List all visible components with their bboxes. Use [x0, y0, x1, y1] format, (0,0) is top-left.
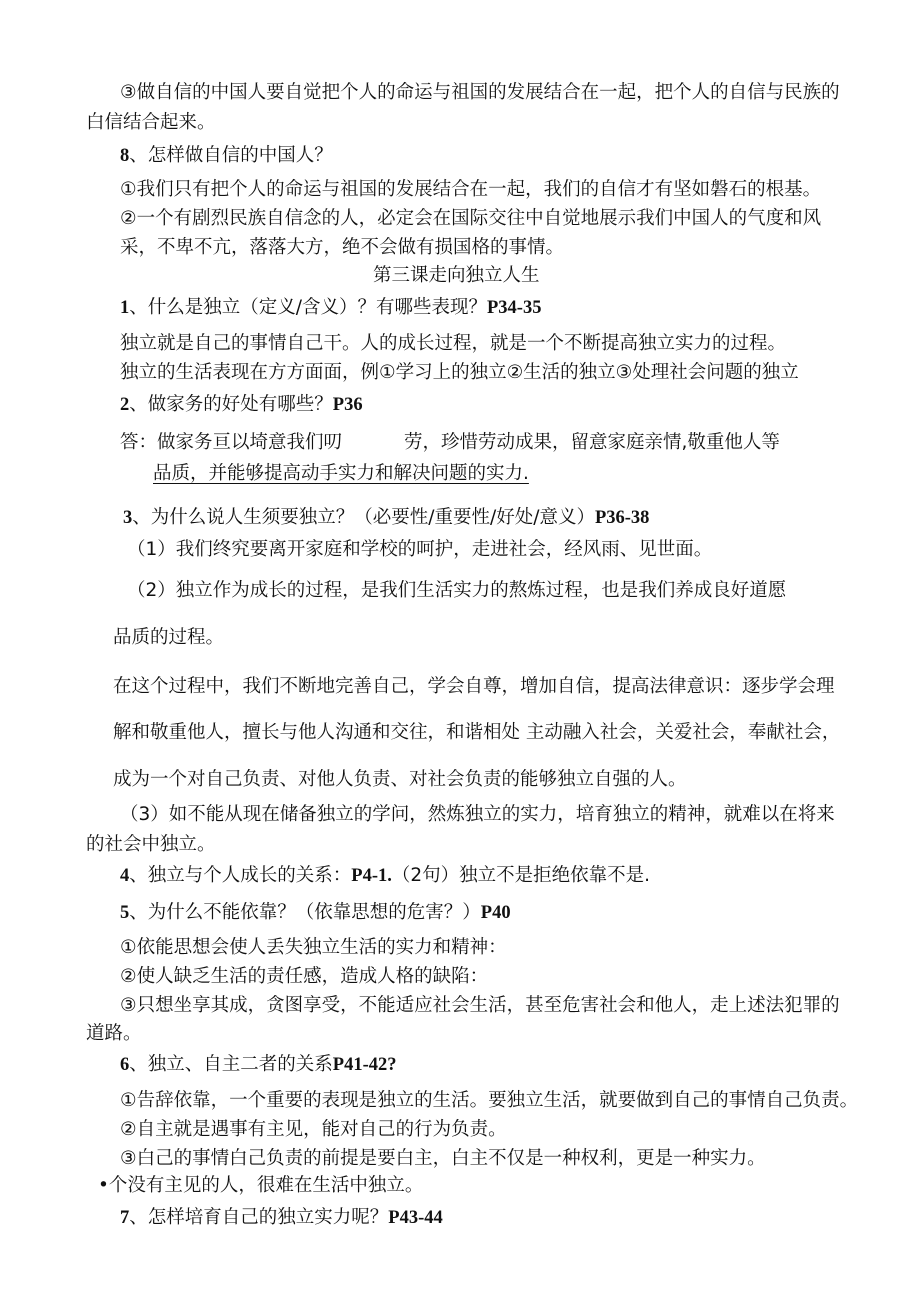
- paragraph-line: 独立的生活表现在方方面面，例①学习上的独立②生活的独立③处理社会问题的独立: [120, 362, 799, 383]
- paragraph-line: 成为一个对自己负责、对他人负责、对社会负责的能够独立自强的人。: [113, 769, 687, 790]
- paragraph-line: 独立就是自己的事情自己干。人的成长过程，就是一个不断提高独立实力的过程。: [120, 333, 787, 354]
- paragraph-line: 品质的过程。: [113, 627, 225, 648]
- question-heading: 8、怎样做自信的中国人？: [120, 145, 333, 166]
- paragraph-line: （1）我们终究要离开家庭和学校的呵护，走进社会，经风雨、见世面。: [127, 539, 713, 560]
- question-heading: 3、为什么说人生须要独立？（必要性/重要性/好处/意义）P36-38: [123, 507, 650, 528]
- question-heading: 1、什么是独立（定义/含义）？有哪些表现？P34-35: [120, 297, 542, 318]
- paragraph-line: ①告辞依靠，一个重要的表现是独立的生活。要独立生活，就要做到自己的事情自己负责。: [120, 1090, 859, 1111]
- question-heading: 2、做家务的好处有哪些？P36: [120, 394, 363, 415]
- paragraph-line: ③只想坐享其成，贪图享受，不能适应社会生活，甚至危害社会和他人，走上述法犯罪的: [120, 995, 840, 1016]
- paragraph-line: 解和敬重他人，擅长与他人沟通和交往，和谐相处 主动融入社会，关爱社会，奉献社会，: [113, 722, 841, 743]
- paragraph-line: ②使人缺乏生活的责任感，造成人格的缺陷：: [120, 966, 489, 987]
- answer-line-underlined: 品质，并能够提高动手实力和解决问题的实力.: [153, 463, 529, 484]
- paragraph-line: ③白己的事情白己负责的前提是要白主，白主不仅是一种权利，更是一种实力。: [120, 1148, 766, 1169]
- paragraph-line: 的社会中独立。: [86, 834, 216, 855]
- question-heading: 7、怎样培育自己的独立实力呢？P43-44: [120, 1207, 443, 1228]
- paragraph-line: •个没有主见的人，很难在生活中独立。: [98, 1175, 424, 1196]
- paragraph-line: 采，不卑不亢，落落大方，绝不会做有损国格的事情。: [120, 237, 565, 258]
- section-title: 第三课走向独立人生: [373, 265, 540, 286]
- paragraph-line: （2）独立作为成长的过程，是我们生活实力的熬炼过程，也是我们养成良好道愿: [127, 580, 787, 601]
- question-heading: 4、独立与个人成长的关系：P4-1.（2句）独立不是拒绝依靠不是.: [120, 865, 651, 886]
- paragraph-line: 在这个过程中，我们不断地完善自己，学会自尊，增加自信，提高法律意识：逐步学会理: [113, 676, 835, 697]
- paragraph-line: ②自主就是遇事有主见，能对自己的行为负责。: [120, 1119, 507, 1140]
- answer-line: 答：做家务亘以埼意我们叨 劳，珍惜劳动成果，留意家庭亲情,敬重他人等: [120, 432, 780, 453]
- paragraph-line: ②一个有剧烈民族自信念的人，必定会在国际交往中自觉地展示我们中国人的气度和风: [120, 208, 822, 229]
- paragraph-line: ①依能思想会使人丢失独立生活的实力和精神：: [120, 937, 507, 958]
- paragraph-line: 道路。: [86, 1023, 142, 1044]
- question-heading: 6、独立、自主二者的关系P41-42?: [120, 1054, 397, 1075]
- paragraph-line: ③做自信的中国人要自觉把个人的命运与祖国的发展结合在一起，把个人的自信与民族的: [120, 82, 840, 103]
- paragraph-line: 白信结合起来。: [86, 112, 216, 133]
- question-heading: 5、为什么不能依靠？（依靠思想的危害？）P40: [120, 902, 511, 923]
- paragraph-line: （3）如不能从现在储备独立的学问，然炼独立的实力，培育独立的精神，就难以在将来: [120, 804, 835, 825]
- paragraph-line: ①我们只有把个人的命运与祖国的发展结合在一起，我们的自信才有坚如磐石的根基。: [120, 179, 822, 200]
